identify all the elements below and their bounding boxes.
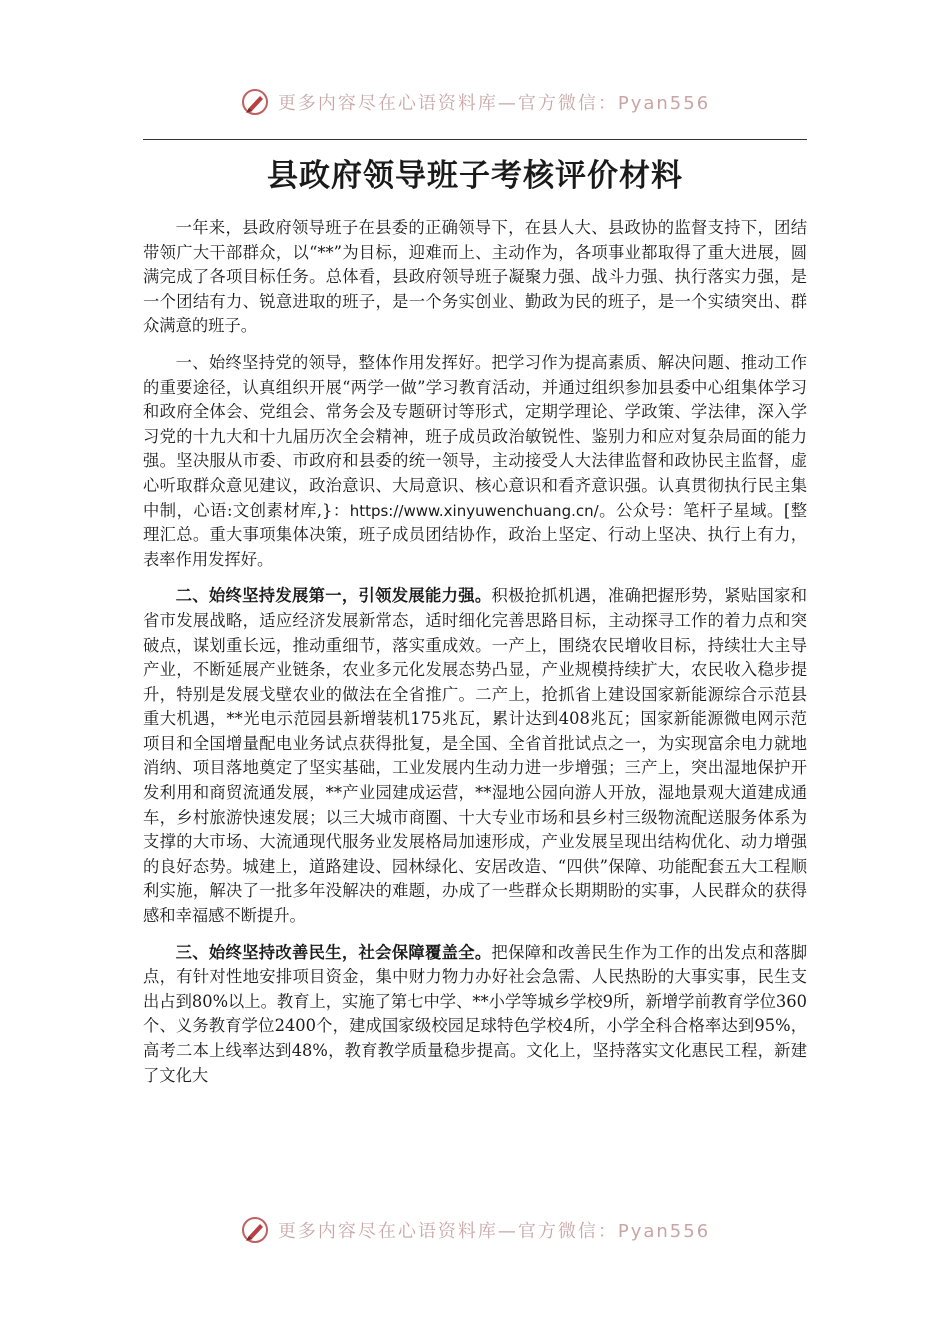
document-title: 县政府领导班子考核评价材料 bbox=[267, 158, 683, 194]
paragraph-text: 积极抢抓机遇，准确把握形势，紧贴国家和省市发展战略，适应经济发展新常态，适时细化完善思路目标，主动探寻工作的着力点和突破点，谋划重长远，推动重细节，落实重成效。一产上，围绕农民增收目标，持续壮大主导产业，不断延展产业链条，农业多元化发展态势凸显，产业规模持续扩大，农民收入稳步提升，特别是发展戈壁农业的做法在全省推广。二产上，抢抓省上建设国家新能源综合示范县重大机遇，**光电示范园县新增装机175兆瓦，累计达到408兆瓦；国家新能源微电网示范项目和全国增量配电业务试点获得批复，是全国、全省首批试点之一，为实现富余电力就地消纳、项目落地奠定了坚实基础，工业发展内生动力进一步增强；三产上，突出湿地保护开发利用和商贸流通发展，**产业园建成运营，**湿地公园向游人开放，湿地景观大道建成通车，乡村旅游快速发展；以三大城市商圈、十大专业市场和县乡村三级物流配送服务体系为支撑的大市场、大流通现代服务业发展格局加速形成，产业发展呈现出结构优化、动力增强的良好态势。城建上，道路建设、园林绿化、安居改造、“四供”保障、功能配套五大工程顺利实施，解决了一批多年没解决的难题，办成了一些群众长期期盼的实事，人民群众的获得感和幸福感不断提升。 bbox=[143, 586, 807, 926]
website-link[interactable]: https://www.xinyuwenchuang.cn/ bbox=[349, 501, 599, 520]
paragraph-section-1 bbox=[143, 351, 807, 572]
header-divider bbox=[143, 139, 807, 140]
section-heading: 三、始终坚持改善民生，社会保障覆盖全。 bbox=[175, 942, 492, 962]
paragraph-text: 一、始终坚持党的领导，整体作用发挥好。把学习作为提高素质、解决问题、推动工作的重要途径，认真组织开展“两学一做”学习教育活动，并通过组织参加县委中心组集体学习和政府全体会、党组会、常务会及专题研讨等形式，定期学理论、学政策、学法律，深入学习党的十九大和十九届历次全会精神，班子成员政治敏锐性、鉴别力和应对复杂局面的能力强。坚决服从市委、市政府和县委的统一领导，主动接受人大法律监督和政协民主监督，虚心听取群众意见建议，政治意识、大局意识、核心意识和看齐意识强。认真贯彻执行民主集中制，心语:文创素材库,}： bbox=[143, 352, 807, 520]
section-heading: 二、始终坚持发展第一，引领发展能力强。 bbox=[175, 586, 492, 606]
paragraph-section-2 bbox=[143, 584, 807, 928]
watermark-text: 更多内容尽在心语资料库—官方微信：Pyan556 bbox=[277, 1221, 711, 1242]
pen-logo-icon bbox=[240, 1215, 270, 1245]
paragraph-text: 。公众号：笔杆子星域。[整理汇总。重大事项集体决策，班子成员团结协作，政治上坚定、行动上坚决、执行上有力，表率作用发挥好。 bbox=[143, 500, 807, 569]
paragraph-intro bbox=[143, 216, 807, 339]
pen-logo-icon bbox=[240, 87, 270, 117]
document-body bbox=[143, 216, 807, 1088]
paragraph-section-3 bbox=[143, 941, 807, 1089]
watermark-text: 更多内容尽在心语资料库—官方微信：Pyan556 bbox=[277, 93, 711, 114]
paragraph-text: 一年来，县政府领导班子在县委的正确领导下，在县人大、县政协的监督支持下，团结带领广大干部群众，以“**”为目标，迎难而上、主动作为，各项事业都取得了重大进展，圆满完成了各项目标任务。总体看，县政府领导班子凝聚力强、战斗力强、执行落实力强，是一个团结有力、锐意进取的班子，是一个务实创业、勤政为民的班子，是一个实绩突出、群众满意的班子。 bbox=[143, 218, 807, 336]
header-watermark-banner bbox=[0, 82, 950, 122]
paragraph-text: 把保障和改善民生作为工作的出发点和落脚点，有针对性地安排项目资金，集中财力物力办好社会急需、人民热盼的大事实事，民生支出占到80%以上。教育上，实施了第七中学、**小学等城乡学校9所，新增学前教育学位360个、义务教育学位2400个，建成国家级校园足球特色学校4所，小学全科合格率达到95%，高考二本上线率达到48%，教育教学质量稳步提高。文化上，坚持落实文化惠民工程，新建了文化大 bbox=[143, 942, 807, 1085]
footer-watermark-banner bbox=[0, 1210, 950, 1250]
